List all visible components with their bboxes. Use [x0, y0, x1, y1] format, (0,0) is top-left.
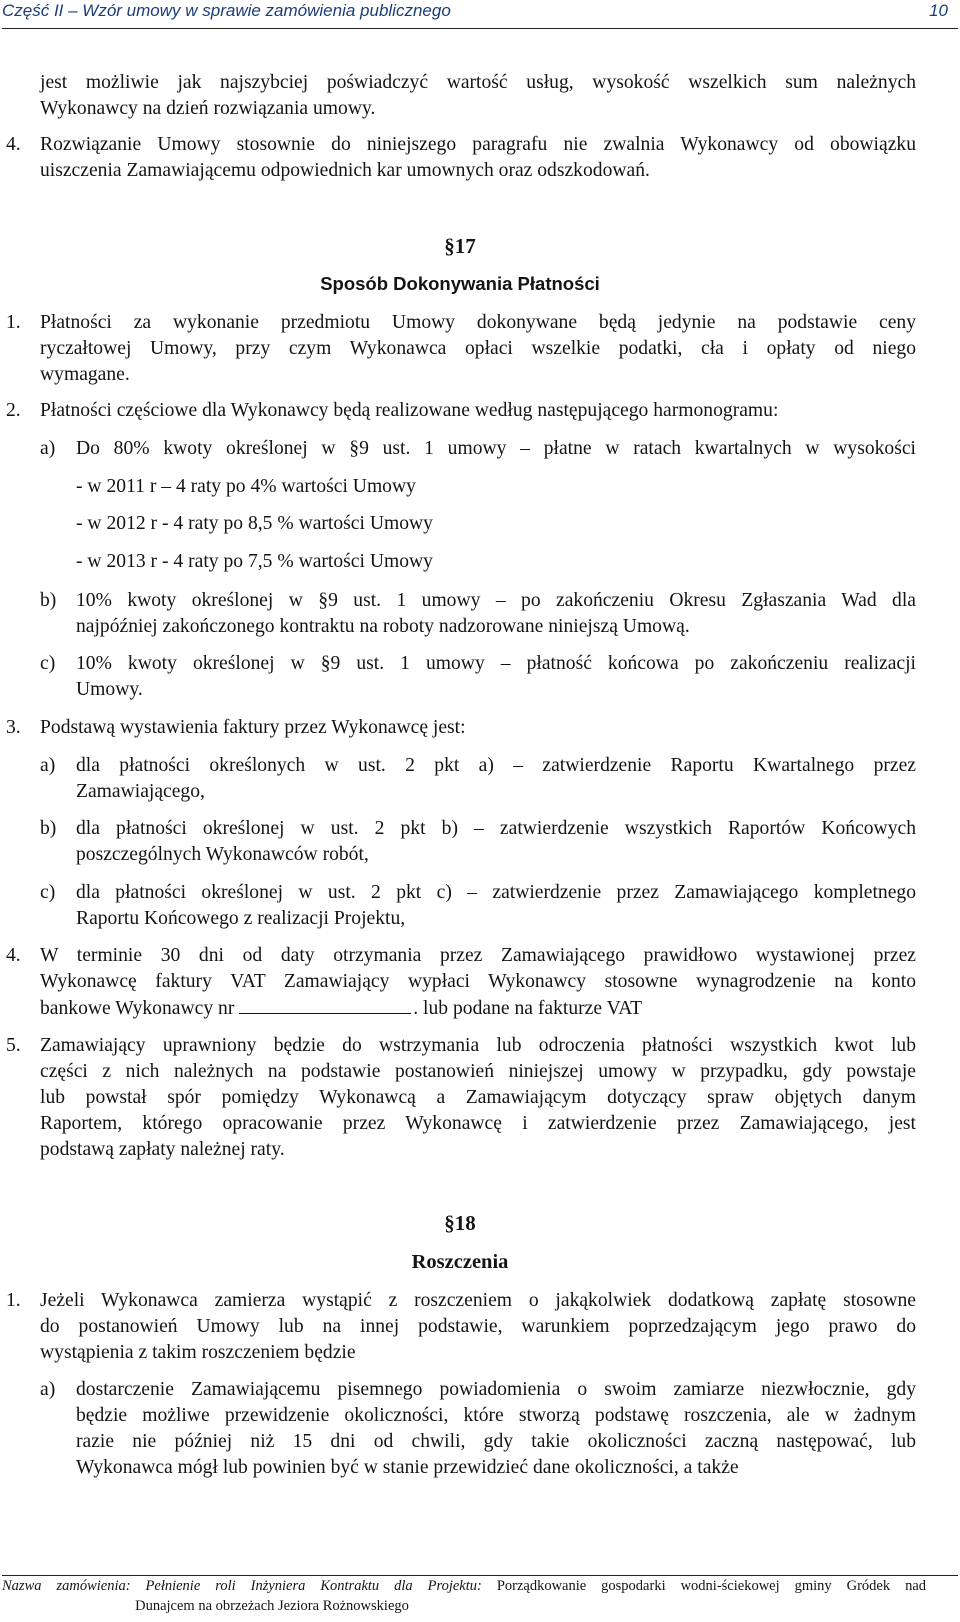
section-18-title: Roszczenia: [411, 1251, 509, 1273]
s17-p5-line-2: części z nich należnych na podstawie postanowień niniejszej umowy w przypadku, gdy powstaje: [40, 1061, 916, 1082]
s17-p3-number: 3.: [6, 717, 21, 738]
s18-a-line-1: dostarczenie Zamawiającemu pisemnego powiadomienia o swoim zamiarze niezwłocznie, gdy: [76, 1379, 916, 1400]
header-title: Część II – Wzór umowy w sprawie zamówienia publicznego: [2, 1, 451, 20]
s17-p5-number: 5.: [6, 1035, 21, 1056]
s17-p3b-line-1: dla płatności określonej w ust. 2 pkt b) – zatwierdzenie wszystkich Raportów Końcowych: [76, 818, 916, 839]
page-header: [2, 0, 958, 29]
s18-p1-line-3: wystąpienia z takim roszczeniem będzie: [40, 1342, 356, 1363]
page-footer: [2, 1575, 958, 1616]
s17-p4-line-3-end: . lub podane na fakturze VAT: [413, 998, 643, 1019]
s17-p5-line-4: Raportem, którego opracowanie przez Wykonawcę i zatwierdzenie przez Zamawiającego, jest: [40, 1113, 916, 1134]
s18-p1-number: 1.: [6, 1290, 21, 1311]
s17-p3c-line-1: dla płatności określonej w ust. 2 pkt c) – zatwierdzenie przez Zamawiającego kompletnego: [76, 882, 916, 903]
s17-p3c-line-2: Raportu Końcowego z realizacji Projektu,: [76, 908, 406, 929]
s18-a-line-3: razie nie później niż 15 dni od chwili, gdy takie okoliczności zaczną następować, lub: [76, 1431, 916, 1452]
s17-a-line-1: Do 80% kwoty określonej w §9 ust. 1 umowy – płatne w ratach kwartalnych w wysokości: [76, 438, 916, 459]
intro-line-2: Wykonawcy na dzień rozwiązania umowy.: [40, 98, 376, 119]
s17-p4-number: 4.: [6, 945, 21, 966]
intro-item-4-line-1: Rozwiązanie Umowy stosownie do niniejszego paragrafu nie zwalnia Wykonawcy od obowiązku: [40, 134, 916, 155]
s17-p5-line-3: lub powstał spór pomiędzy Wykonawcą a Zamawiającym dotyczący spraw objętych danym: [40, 1087, 916, 1108]
intro-item-4-number: 4.: [6, 134, 21, 155]
s17-p5-line-1: Zamawiający uprawniony będzie do wstrzymania lub odroczenia płatności wszystkich kwot lub: [40, 1035, 916, 1056]
s17-a-label: a): [40, 438, 56, 459]
intro-line-1: jest możliwie jak najszybciej poświadczyć wartość usług, wysokość wszelkich sum należnych: [40, 72, 916, 93]
section-18-symbol: §18: [444, 1211, 476, 1235]
s18-p1-line-2: do postanowień Umowy lub na innej podstawie, warunkiem poprzedzającym jego prawo do: [40, 1316, 916, 1337]
s17-c-label: c): [40, 653, 56, 674]
s17-a-sub-1: - w 2011 r – 4 raty po 4% wartości Umowy: [76, 476, 416, 497]
s17-c-line-1: 10% kwoty określonej w §9 ust. 1 umowy – płatność końcowa po zakończeniu realizacji: [76, 653, 916, 674]
s17-p2-line-1: Płatności częściowe dla Wykonawcy będą realizowane według następującego harmonogramu:: [40, 400, 779, 421]
s17-a-sub-2: - w 2012 r - 4 raty po 8,5 % wartości Umowy: [76, 513, 433, 534]
s17-p4-line-1: W terminie 30 dni od daty otrzymania przez Zamawiającego prawidłowo wystawionej przez: [40, 945, 916, 966]
s17-b-label: b): [40, 590, 57, 611]
s17-a-sub-3: - w 2013 r - 4 raty po 7,5 % wartości Umowy: [76, 551, 433, 572]
s17-p4-line-2: Wykonawcę faktury VAT Zamawiający wypłaci Wykonawcy stosowne wynagrodzenie na konto: [40, 971, 916, 992]
intro-item-4-line-2: uiszczenia Zamawiającemu odpowiednich kar umownych oraz odszkodowań.: [40, 160, 650, 181]
s17-p3a-line-2: Zamawiającego,: [76, 781, 205, 802]
s17-p3a-label: a): [40, 755, 56, 776]
section-17-symbol: §17: [444, 234, 476, 258]
s18-p1-line-1: Jeżeli Wykonawca zamierza wystąpić z roszczeniem o jakąkolwiek dodatkową zapłatę stosowne: [40, 1290, 916, 1311]
bank-account-blank: [239, 995, 411, 1014]
section-17-title: Sposób Dokonywania Płatności: [320, 273, 600, 294]
page-number: 10: [929, 1, 948, 20]
s17-p4-line-3: [40, 995, 642, 1022]
s17-c-line-2: Umowy.: [76, 679, 143, 700]
s17-p3a-line-1: dla płatności określonych w ust. 2 pkt a) – zatwierdzenie Raportu Kwartalnego przez: [76, 755, 916, 776]
s17-p3-line-1: Podstawą wystawienia faktury przez Wykonawcę jest:: [40, 717, 466, 738]
s17-p5-line-5: podstawą zapłaty należnej raty.: [40, 1139, 285, 1160]
s17-p3b-label: b): [40, 818, 57, 839]
footer-text-2: Dunajcem na obrzeżach Jeziora Rożnowskiego: [135, 1598, 409, 1614]
s17-p1-line-2: ryczałtowej Umowy, przy czym Wykonawca opłaci wszelkie podatki, cła i opłaty od niego: [40, 338, 916, 359]
s18-a-line-4: Wykonawca mógł lub powinien być w stanie przewidzieć dane okoliczności, a także: [76, 1457, 739, 1478]
s17-p1-number: 1.: [6, 312, 21, 333]
s17-p2-number: 2.: [6, 400, 21, 421]
footer-line-1: [2, 1576, 926, 1596]
s17-p1-line-1: Płatności za wykonanie przedmiotu Umowy dokonywane będą jedynie na podstawie ceny: [40, 312, 916, 333]
s18-a-label: a): [40, 1379, 56, 1400]
s17-b-line-1: 10% kwoty określonej w §9 ust. 1 umowy – po zakończeniu Okresu Zgłaszania Wad dla: [76, 590, 916, 611]
s17-b-line-2: najpóźniej zakończonego kontraktu na roboty nadzorowane niniejszą Umową.: [76, 616, 690, 637]
footer-text-1: Porządkowanie gospodarki wodni-ściekowej gminy Gródek nad: [496, 1578, 927, 1594]
footer-label: Nazwa zamówienia: Pełnienie roli Inżyniera Kontraktu dla Projektu:: [2, 1578, 482, 1594]
s17-p1-line-3: wymagane.: [40, 364, 130, 385]
s17-p3b-line-2: poszczególnych Wykonawców robót,: [76, 844, 369, 865]
s17-p4-line-3-start: bankowe Wykonawcy nr: [40, 998, 235, 1019]
s17-p3c-label: c): [40, 882, 56, 903]
s18-a-line-2: będzie możliwe przewidzenie okoliczności, które stworzą podstawę roszczenia, ale w żadnym: [76, 1405, 916, 1426]
